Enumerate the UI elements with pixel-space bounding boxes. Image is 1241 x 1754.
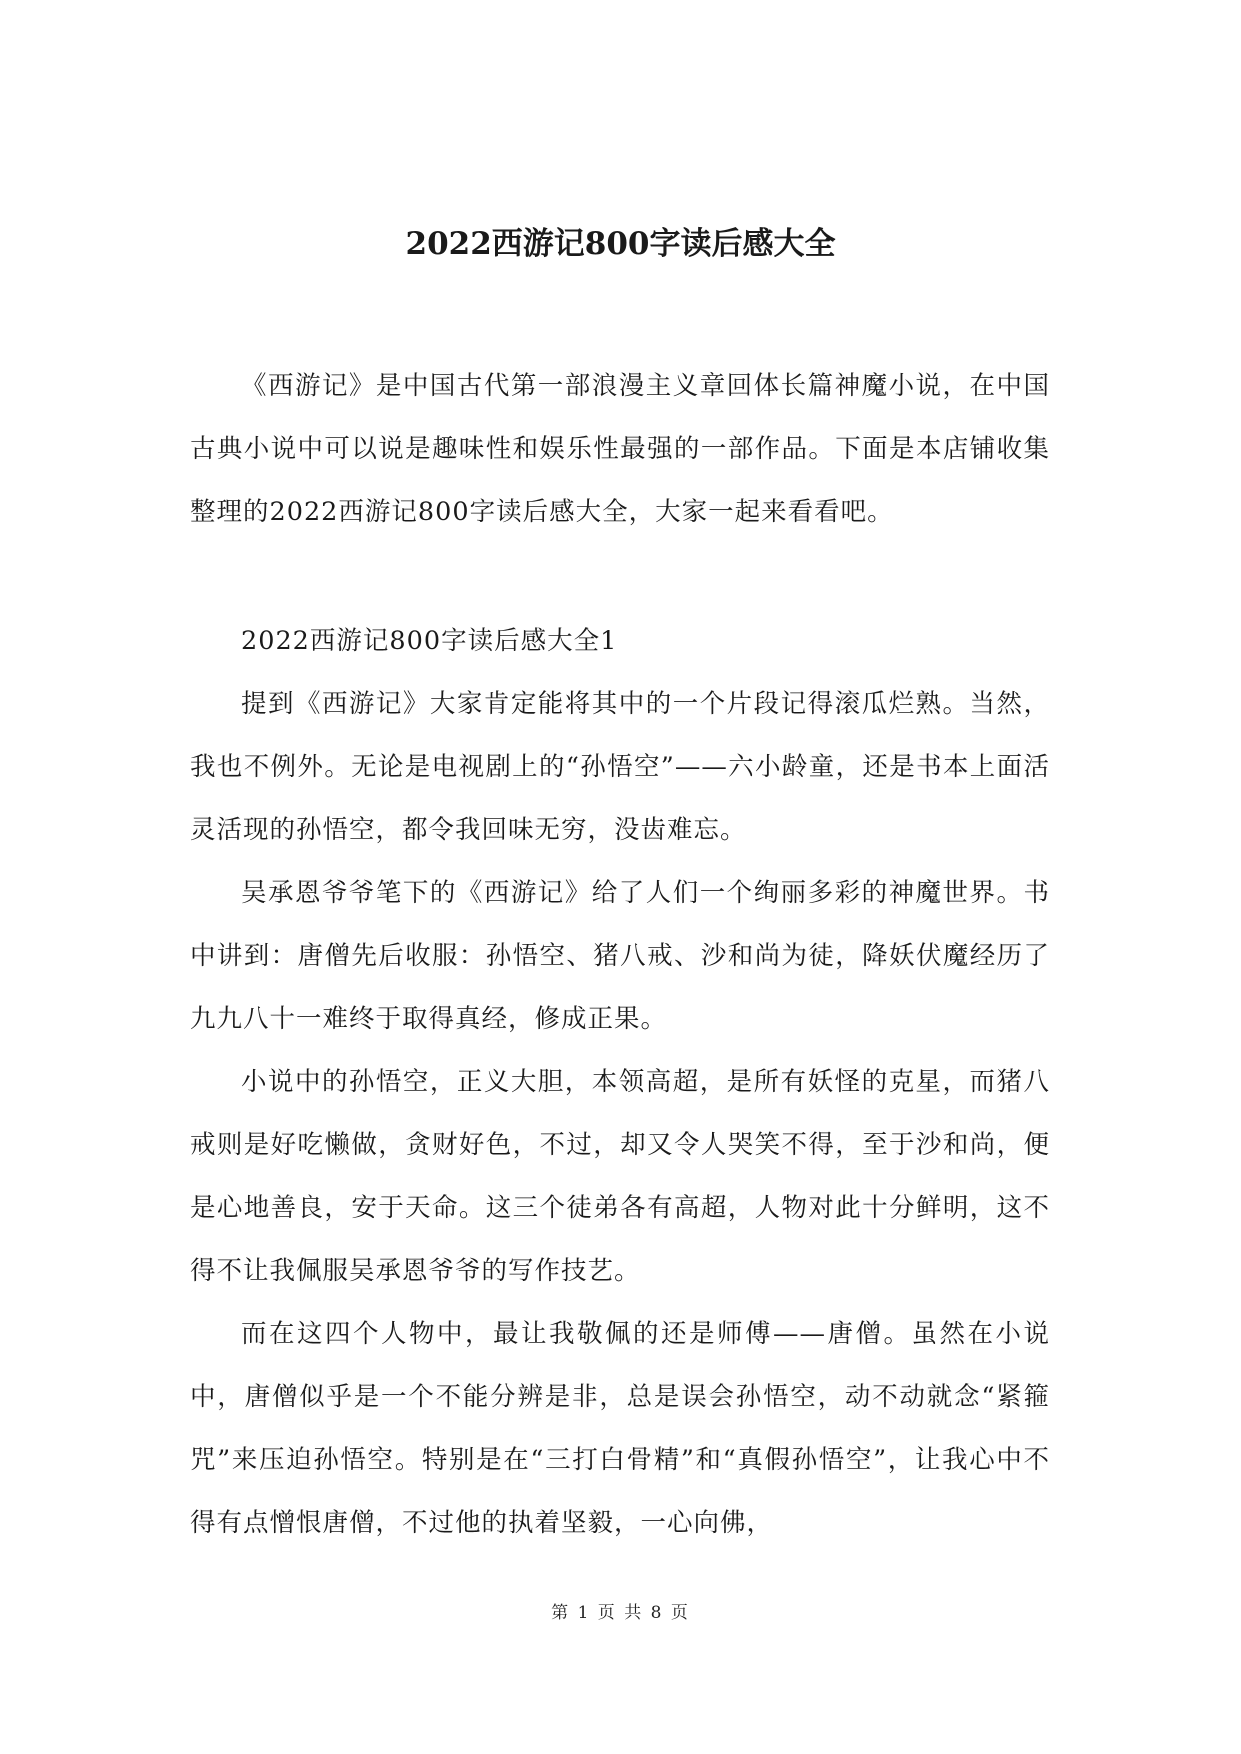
page-footer: 第 1 页 共 8 页: [551, 1603, 690, 1623]
intro-paragraph: 《西游记》是中国古代第一部浪漫主义章回体长篇神魔小说，在中国古典小说中可以说是趣味性和娱乐性最强的一部作品。下面是本店铺收集整理的2022西游记800字读后感大全，大家一起来看看吧。: [190, 371, 1050, 527]
intro-block: [190, 355, 1050, 544]
article-body: [190, 610, 1050, 1555]
section-heading: 2022西游记800字读后感大全1: [241, 626, 618, 656]
body-paragraph-2: 吴承恩爷爷笔下的《西游记》给了人们一个绚丽多彩的神魔世界。书中讲到：唐僧先后收服：孙悟空、猪八戒、沙和尚为徒，降妖伏魔经历了九九八十一难终于取得真经，修成正果。: [190, 878, 1050, 1034]
body-paragraph-4: 而在这四个人物中，最让我敬佩的还是师傅——唐僧。虽然在小说中，唐僧似乎是一个不能分辨是非，总是误会孙悟空，动不动就念“紧箍咒”来压迫孙悟空。特别是在“三打白骨精”和“真假孙悟空”，让我心中不得有点憎恨唐僧，不过他的执着坚毅，一心向佛，: [190, 1319, 1050, 1538]
body-paragraph-1: 提到《西游记》大家肯定能将其中的一个片段记得滚瓜烂熟。当然，我也不例外。无论是电视剧上的“孙悟空”——六小龄童，还是书本上面活灵活现的孙悟空，都令我回味无穷，没齿难忘。: [190, 689, 1050, 845]
document-title: 2022西游记800字读后感大全: [405, 226, 836, 262]
body-paragraph-3: 小说中的孙悟空，正义大胆，本领高超，是所有妖怪的克星，而猪八戒则是好吃懒做，贪财好色，不过，却又令人哭笑不得，至于沙和尚，便是心地善良，安于天命。这三个徒弟各有高超，人物对此十分鲜明，这不得不让我佩服吴承恩爷爷的写作技艺。: [190, 1067, 1050, 1286]
